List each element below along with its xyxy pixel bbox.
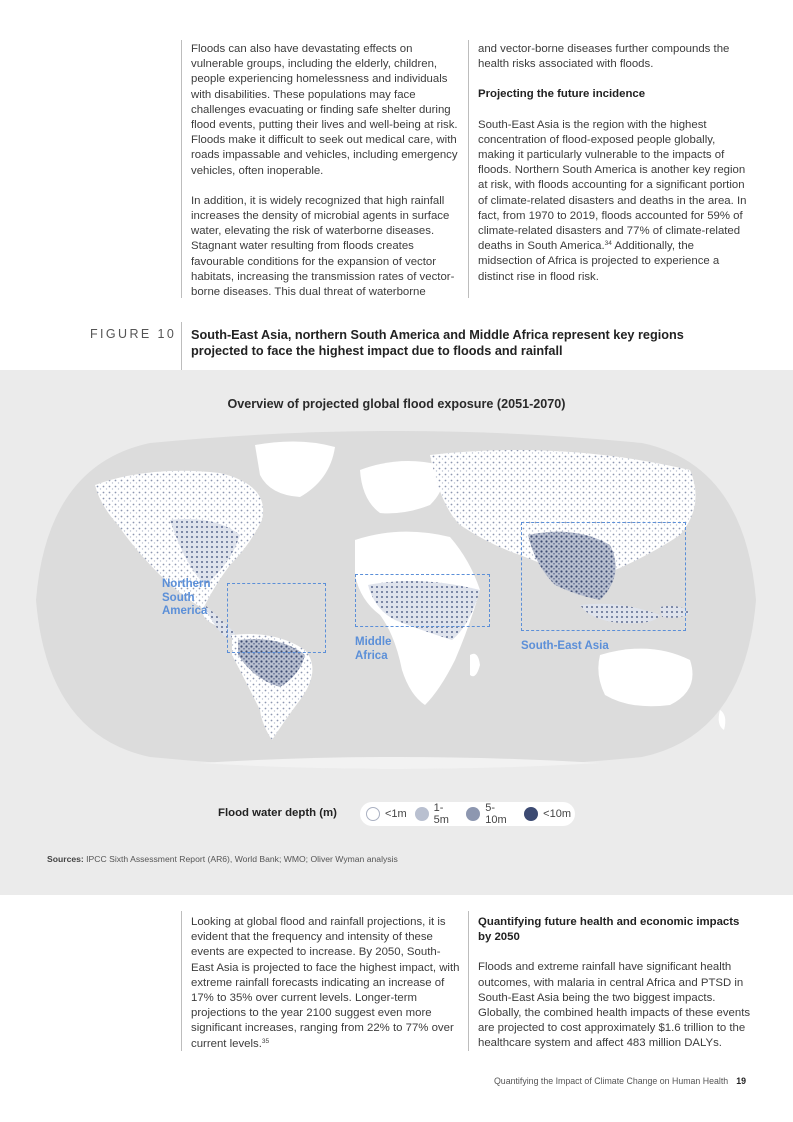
map-title: Overview of projected global flood exposure (2051-2070) <box>227 397 566 411</box>
page-number: 19 <box>736 1076 746 1086</box>
region-box-south-america <box>227 583 326 653</box>
region-box-middle-africa <box>355 574 490 627</box>
legend-swatch <box>366 807 380 821</box>
legend-item-lt1m <box>366 807 407 821</box>
section-heading: Quantifying future health and economic impacts by 2050 <box>478 916 740 944</box>
paragraph <box>478 118 750 285</box>
region-label-south-east-asia: South-East Asia <box>521 640 609 652</box>
region-box-south-east-asia <box>521 522 686 631</box>
australia-shape <box>598 649 692 707</box>
footnote-ref: 34 <box>604 240 612 248</box>
paragraph: Floods and extreme rainfall have significant health outcomes, with malaria in central Africa and PTSD in South-East Asia being the two biggest impacts. Globally, the combined health impacts of these events are projected to cost approximately $1.6 trillion to the healthcare system and affect 483 million DALYs. <box>478 961 751 1050</box>
legend-item-5-10m <box>466 802 516 826</box>
footer-title: Quantifying the Impact of Climate Change on Human Health <box>493 1076 729 1086</box>
legend-label: 5-10m <box>485 802 507 826</box>
figure-divider <box>181 322 182 370</box>
legend-title: Flood water depth (m) <box>218 807 337 819</box>
legend-swatch <box>415 807 429 821</box>
region-label-south-america: Northern South America <box>162 578 211 617</box>
top-left-column <box>191 42 461 300</box>
legend-swatch <box>524 807 538 821</box>
page-footer <box>494 1076 746 1086</box>
figure-title: South-East Asia, northern South America and Middle Africa represent key regions projected to face the highest impact due to floods and rainfall <box>191 328 684 358</box>
legend-label: <1m <box>385 808 407 820</box>
region-label-middle-africa: Middle Africa <box>355 636 392 662</box>
column-divider <box>181 911 182 1051</box>
paragraph: In addition, it is widely recognized that high rainfall increases the density of microbial agents in surface water, elevating the risk of waterborne diseases. Stagnant water resulting from floods creates favourable conditions for the expansion of vector habitats, increasing the transmission rates of vector-borne diseases. This dual threat of waterborne <box>191 194 455 299</box>
sources-text: IPCC Sixth Assessment Report (AR6), World Bank; WMO; Oliver Wyman analysis <box>83 854 398 864</box>
footnote-ref: 35 <box>261 1037 270 1045</box>
legend-item-1-5m <box>415 802 459 826</box>
legend-label: <10m <box>543 808 571 820</box>
figure-panel <box>0 370 793 895</box>
new-zealand-shape <box>719 710 726 730</box>
column-divider <box>468 911 469 1051</box>
figure-sources <box>47 854 398 864</box>
column-divider <box>468 40 469 298</box>
bottom-left-column <box>191 915 461 1052</box>
paragraph-text: Additionally, the midsection of Africa is projected to experience a distinct rise in flood risk. <box>478 240 720 283</box>
sources-label: Sources: <box>47 854 84 864</box>
paragraph-text: South-East Asia is the region with the highest concentration of flood-exposed people globally, making it particularly vulnerable to the impacts of floods. Northern South America is another key region at risk, with floods accounting for a significant portion of climate-related disasters and deaths in the area. In fact, from 1970 to 2019, floods accounted for 59% of climate-related disasters and 77% of climate-related deaths in South America. <box>478 118 747 253</box>
paragraph: and vector-borne diseases further compounds the health risks associated with floods. <box>478 43 730 71</box>
bottom-right-column <box>478 915 752 1052</box>
legend-swatch <box>466 807 480 821</box>
top-right-column <box>478 42 750 285</box>
paragraph: Floods can also have devastating effects on vulnerable groups, including the elderly, children, people experiencing homelessness and individuals with disabilities. These populations may face challenges evacuating or finding safe shelter during flood events, putting their lives and well-being at risk. Floods make it difficult to seek out medical care, with roads impassable and vehicles, including emergency vehicles, often inoperable. <box>191 43 458 177</box>
paragraph-text: Looking at global flood and rainfall projections, it is evident that the frequency and intensity of these events are expected to increase. By 2050, South-East Asia is projected to face the highest impact, with extreme rainfall forecasts indicating an increase of 17% to 35% over current levels. Longer-term projections to the year 2100 suggest even more significant increases, ranging from 22% to 77% over current levels. <box>191 916 460 1050</box>
column-divider <box>181 40 182 298</box>
legend <box>360 802 575 826</box>
legend-item-gt10m <box>524 807 571 821</box>
paragraph <box>191 915 461 1052</box>
legend-label: 1-5m <box>433 802 449 826</box>
figure-label: FIGURE 10 <box>90 327 177 341</box>
section-heading: Projecting the future incidence <box>478 88 646 101</box>
